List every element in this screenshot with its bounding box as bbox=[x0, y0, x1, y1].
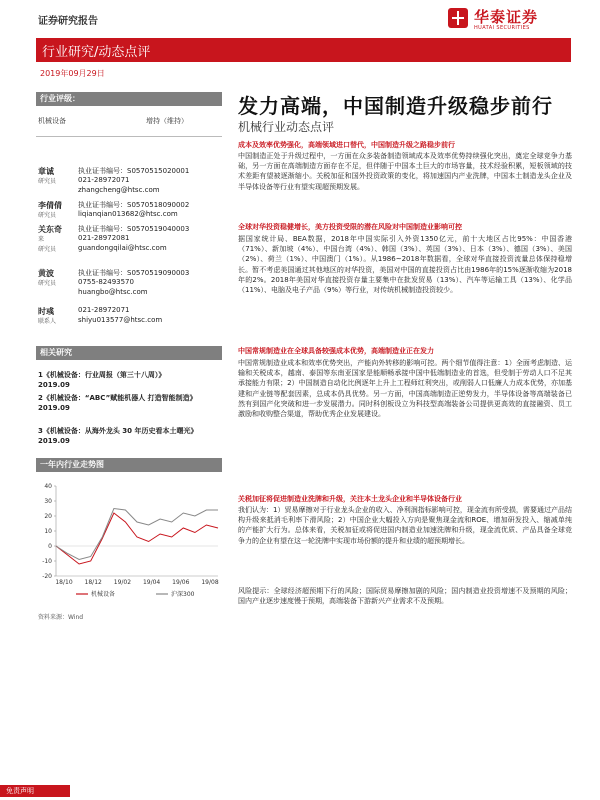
related-item-title: 2《机械设备：“ABC”赋能机器人 打造智能制造》 bbox=[38, 394, 197, 402]
rating-industry: 机械设备 bbox=[38, 117, 66, 125]
chart-section-header bbox=[36, 458, 222, 472]
divider bbox=[36, 136, 222, 137]
y-tick-label: 0 bbox=[48, 543, 52, 550]
analyst-name: 关东奇 bbox=[38, 225, 62, 234]
analyst-card bbox=[36, 268, 236, 304]
y-tick-label: -20 bbox=[42, 573, 52, 580]
x-tick-label: 19/04 bbox=[142, 579, 161, 586]
section-body: 我们认为：1）贸易摩擦对于行业龙头企业的收入、净利润指标影响可控，现金流有所受损，需要通过产品结构升级来抵消毛利率下滑风险；2）中国企业大幅投入方向是聚焦现金流和ROE、增加研发投入、缩减单纯的产能扩大行为。总体来看，关税加征或将促进国内制造业加速洗牌和升级，现金流优质、产品具备全球竞争力的企业有望在这一轮洗牌中实现市场份额的提升和业绩的超预期增长。 bbox=[238, 506, 572, 545]
analyst-line: shiyu013577@htsc.com bbox=[78, 316, 163, 324]
related-item[interactable] bbox=[38, 393, 226, 413]
section-body: 中国常规制造业成本和效率优势突出，产能向外转移的影响可控。两个细节值得注意：1）全面考虑制造、运输和关税成本，越南、泰国等东南亚国家是能顺畅承接中国中低端制造业的首选，但受制于劳动人口不足其承接能力有限；2）中国制造自动化比例逐年上升上工程师红利突出，或削弱人口低廉人力成本优势，亦加基建和产业链等配套因素，总成本仍具优势。另一方面，中国高端制造正逆势发力，半导体设备等高端装备已然有到国产化突破和进一步发展潜力。同时科创板设立为科技型高端装备公司提供更高效的直接融资、员工激励和收购整合渠道，帮助优秀企业发展建设。 bbox=[238, 359, 572, 419]
analyst-line: liqianqian013682@htsc.com bbox=[78, 210, 178, 218]
analyst-role: 来 bbox=[38, 236, 45, 243]
logo-text-cn: 华泰证券 bbox=[474, 8, 539, 26]
related-item[interactable] bbox=[38, 370, 226, 390]
analyst-line: guandongqilai@htsc.com bbox=[78, 244, 167, 252]
logo-mark-icon bbox=[448, 8, 468, 28]
chart-title: 一年内行业走势图 bbox=[40, 460, 104, 469]
report-type: 证券研究报告 bbox=[38, 16, 98, 27]
header-bar bbox=[36, 38, 571, 62]
analyst-name: 李倩倩 bbox=[38, 201, 62, 210]
analyst-role: 联系人 bbox=[38, 318, 57, 325]
x-tick-label: 18/12 bbox=[84, 579, 102, 586]
x-tick-label: 19/06 bbox=[172, 579, 190, 586]
related-section-title: 相关研究 bbox=[40, 348, 72, 357]
rating-value: 增持（维持） bbox=[146, 117, 188, 125]
section-heading: 全球对华投资稳健增长，美方投资受限的潜在风险对中国制造业影响可控 bbox=[238, 223, 462, 231]
analyst-line: huangbo@htsc.com bbox=[78, 288, 148, 296]
related-item-title: 3《机械设备：从海外龙头 30 年历史看本土曙光》 bbox=[38, 427, 198, 435]
y-tick-label: 30 bbox=[44, 498, 52, 505]
y-tick-label: -10 bbox=[42, 558, 52, 565]
chart-source: 资料来源：Wind bbox=[38, 614, 84, 621]
risk-warning: 风险提示：全球经济超预期下行的风险；国际贸易摩擦加剧的风险；国内制造业投资增速不及预期的风险；国内产业逐步速度慢于预期，高端装备下游新兴产业需求不及预期。 bbox=[238, 587, 572, 606]
y-tick-label: 20 bbox=[44, 513, 52, 520]
analyst-line: 执业证书编号：S0570515020001 bbox=[78, 167, 190, 175]
analyst-name: 章诚 bbox=[38, 167, 54, 176]
analyst-line: 0755-82493570 bbox=[78, 278, 134, 286]
analyst-line: 021-28972071 bbox=[78, 176, 130, 184]
legend-label: 沪深300 bbox=[171, 591, 195, 598]
analyst-name: 黄波 bbox=[38, 269, 54, 278]
analyst-card bbox=[36, 306, 236, 342]
y-tick-label: 10 bbox=[44, 528, 52, 535]
footer-text: 免责声明 bbox=[6, 787, 34, 795]
analyst-line: 执业证书编号：S0570519040003 bbox=[78, 225, 190, 233]
series-line bbox=[56, 509, 218, 560]
section-heading: 成本及效率优势强化，高端领域进口替代，中国制造升级之路稳步前行 bbox=[238, 141, 455, 149]
related-item[interactable] bbox=[38, 426, 226, 446]
rating-section-header bbox=[36, 92, 222, 106]
report-date: 2019年09月29日 bbox=[40, 69, 105, 78]
section-body: 中国制造正处于升级过程中，一方面在众多装备制造领域成本及效率优势持续强化突出，奠定全球竞争力基础，另一方面在高端制造方面存在不足，但伴随于中国本土巨大的市场容量，技术经验积累，短板领域的技术差距有望被逐渐缩小。关税加征和国外投资政策的变化，将加速国内产业洗牌，中国本土制造龙头企业及半导体设备等行业有望实现超预期发展。 bbox=[238, 152, 572, 191]
footer-bar bbox=[0, 785, 70, 797]
x-tick-label: 18/10 bbox=[55, 579, 73, 586]
legend-label: 机械设备 bbox=[91, 591, 116, 598]
rating-section-title: 行业评级： bbox=[40, 94, 80, 103]
analyst-line: 执业证书编号：S0570519090003 bbox=[78, 269, 190, 277]
series-line bbox=[56, 513, 218, 564]
analyst-role: 研究员 bbox=[38, 246, 57, 253]
related-section-header bbox=[36, 346, 222, 360]
analyst-role: 研究员 bbox=[38, 280, 57, 287]
analyst-line: 执业证书编号：S0570518090002 bbox=[78, 201, 190, 209]
related-item-title: 1《机械设备：行业周报（第三十八周）》 bbox=[38, 371, 166, 379]
analyst-role: 研究员 bbox=[38, 212, 57, 219]
analyst-role: 研究员 bbox=[38, 178, 57, 185]
analyst-line: 021-28972071 bbox=[78, 306, 130, 314]
analyst-line: zhangcheng@htsc.com bbox=[78, 186, 160, 194]
analyst-line: 021-28972081 bbox=[78, 234, 130, 242]
x-tick-label: 19/08 bbox=[201, 579, 219, 586]
sub-title: 机械行业动态点评 bbox=[238, 120, 335, 134]
related-item-date: 2019.09 bbox=[38, 404, 70, 412]
huatai-logo bbox=[448, 6, 568, 34]
analyst-card bbox=[36, 166, 236, 202]
analyst-name: 时彧 bbox=[38, 307, 54, 316]
logo-text-en: HUATAI SECURITIES bbox=[474, 25, 530, 31]
related-item-date: 2019.09 bbox=[38, 437, 70, 445]
section-heading: 关税加征将促进制造业洗牌和升级，关注本土龙头企业和半导体设备行业 bbox=[238, 495, 462, 503]
main-title: 发力高端，中国制造升级稳步前行 bbox=[238, 94, 553, 118]
analyst-card bbox=[36, 224, 236, 260]
y-tick-label: 40 bbox=[44, 483, 52, 490]
section-body: 据国家统计局、BEA数据，2018年中国实际引入外资1350亿元，前十大地区占比95%：中国香港（71%）、新加坡（4%）、中国台湾（4%）、韩国（3%）、英国（3%）、日本（3%）、德国（3%）、美国（2%）、荷兰（1%）、中国澳门（1%）。从1986~2018年数据看，全球对华直接投资流量总体保持稳增长。暂不考虑美国通过其他地区的对华投资，美国对中国的直接投资占比由1986年的15%逐渐收缩为2018年的2%。2018年美国对华直接投资存量主要集中在批发贸易（13%）、汽车等运输工具（13%）、化学品（11%）、电脑及电子产品（9%）等行业，对传统机械制造投资较少。 bbox=[238, 235, 572, 295]
section-heading: 中国常规制造业在全球具备较强成本优势，高端制造业正在发力 bbox=[238, 347, 434, 355]
report-category: 行业研究/动态点评 bbox=[42, 45, 151, 60]
x-tick-label: 19/02 bbox=[113, 579, 132, 586]
related-item-date: 2019.09 bbox=[38, 381, 70, 389]
industry-trend-chart bbox=[36, 480, 226, 605]
